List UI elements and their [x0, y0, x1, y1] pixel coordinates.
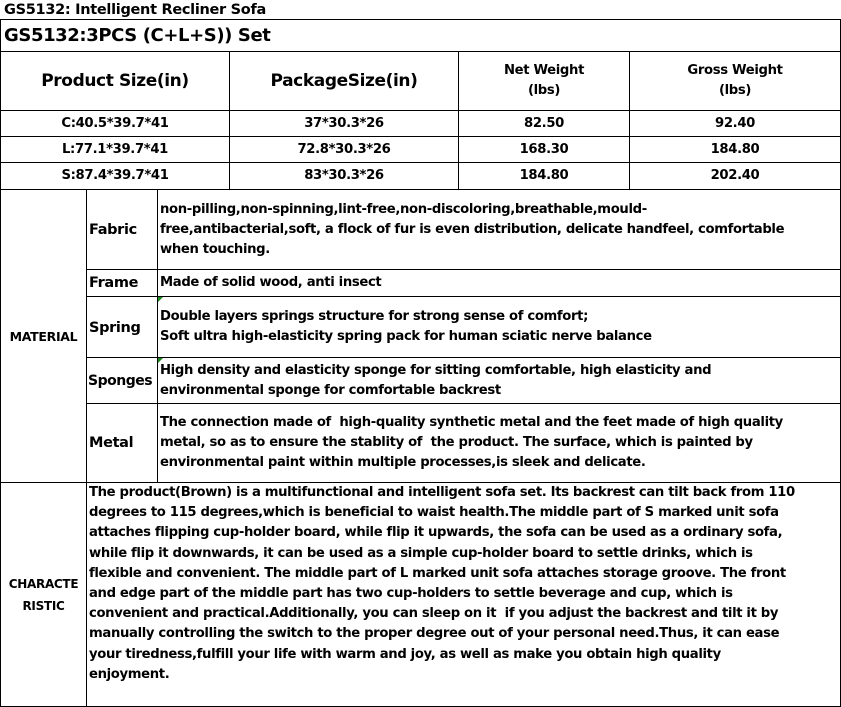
net-weight-cell: 168.30: [519, 141, 569, 157]
desc-line: and edge part of the middle part has two cup-holders to settle beverage and cup, which is: [89, 586, 733, 602]
package-size-cell: 72.8*30.3*26: [297, 141, 391, 157]
desc-line: environmental paint within multiple processes,is sleek and delicate.: [160, 455, 646, 470]
header-gross-weight: [630, 52, 840, 110]
desc-line: Double layers springs structure for strong sense of comfort;: [160, 309, 589, 324]
header-product-size: Product Size(in): [41, 71, 189, 91]
desc-line: enjoyment.: [89, 666, 170, 682]
characteristic-label: [1, 483, 86, 706]
material-desc-fabric: [160, 190, 840, 269]
desc-line: The product(Brown) is a multifunctional and intelligent sofa set. Its backrest can tilt back from 110: [89, 485, 795, 500]
product-size-cell: C:40.5*39.7*41: [61, 115, 169, 131]
product-size-cell: L:77.1*39.7*41: [62, 141, 168, 157]
material-name-sponges: Sponges: [88, 373, 153, 389]
desc-line: when touching.: [160, 241, 270, 257]
material-desc-sponges: [160, 358, 840, 403]
desc-line: convenient and practical.Additionally, you can sleep on it if you adjust the backrest and tilt it by: [89, 606, 779, 622]
material-name-metal: Metal: [89, 435, 134, 451]
header-net-weight-unit: (lbs): [527, 83, 561, 98]
desc-line: environmental sponge for comfortable backrest: [160, 382, 501, 398]
product-size-cell: S:87.4*39.7*41: [61, 168, 169, 183]
desc-line: free,antibacterial,soft, a flock of fur is even distribution, delicate handfeel, comfortable: [160, 221, 785, 237]
characteristic-description: [89, 483, 839, 706]
desc-line: flexible and convenient. The middle part of L marked unit sofa attaches storage groove. The front: [89, 565, 786, 581]
desc-line: manually controlling the switch to the proper degree out of your personal need.Thus, it can ease: [89, 626, 780, 642]
header-package-size: PackageSize(in): [270, 71, 418, 91]
net-weight-cell: 184.80: [519, 168, 569, 183]
net-weight-cell: 82.50: [524, 115, 564, 131]
package-size-cell: 83*30.3*26: [304, 168, 384, 183]
desc-line: while flip it downwards, it can be used as a simple cup-holder board to settle drinks, which is: [89, 545, 753, 561]
gross-weight-cell: 184.80: [710, 141, 760, 157]
desc-line: metal, so as to ensure the stablity of the product. The surface, which is painted by: [160, 435, 753, 450]
header-gross-weight-unit: (lbs): [718, 83, 752, 98]
set-title: GS5132:3PCS (C+L+S)) Set: [4, 25, 271, 46]
header-net-weight-label: Net Weight: [503, 63, 585, 78]
package-size-cell: 37*30.3*26: [304, 115, 384, 131]
desc-line: attaches flipping cup-holder board, while flip it upwards, the sofa can be used as a ordinary sofa,: [89, 525, 783, 541]
desc-line: Made of solid wood, anti insect: [160, 275, 382, 290]
material-desc-metal: [160, 404, 840, 482]
characteristic-label-line1: CHARACTE: [8, 576, 79, 591]
material-label: MATERIAL: [9, 328, 78, 344]
gross-weight-cell: 202.40: [710, 168, 760, 183]
material-name-fabric: Fabric: [89, 221, 137, 238]
desc-line: High density and elasticity sponge for sitting comfortable, high elasticity and: [160, 362, 712, 378]
document-title: GS5132: Intelligent Recliner Sofa: [4, 2, 266, 18]
material-desc-frame: [160, 270, 840, 296]
header-gross-weight-label: Gross Weight: [687, 63, 783, 78]
desc-line: degrees to 115 degrees,which is beneficial to waist health.The middle part of S marked unit sofa: [89, 505, 779, 521]
desc-line: The connection made of high-quality synthetic metal and the feet made of high quality: [160, 415, 783, 430]
gross-weight-cell: 92.40: [715, 115, 755, 131]
material-desc-spring: [160, 297, 840, 357]
desc-line: Soft ultra high-elasticity spring pack for human sciatic nerve balance: [160, 329, 652, 344]
header-net-weight: [459, 52, 629, 110]
desc-line: your tiredness,fulfill your life with warm and joy, as well as make you obtain high quality: [89, 646, 721, 662]
characteristic-label-line2: RISTIC: [22, 598, 65, 613]
desc-line: non-pilling,non-spinning,lint-free,non-discoloring,breathable,mould-: [160, 201, 647, 217]
material-name-spring: Spring: [89, 320, 141, 336]
material-name-frame: Frame: [89, 275, 139, 291]
